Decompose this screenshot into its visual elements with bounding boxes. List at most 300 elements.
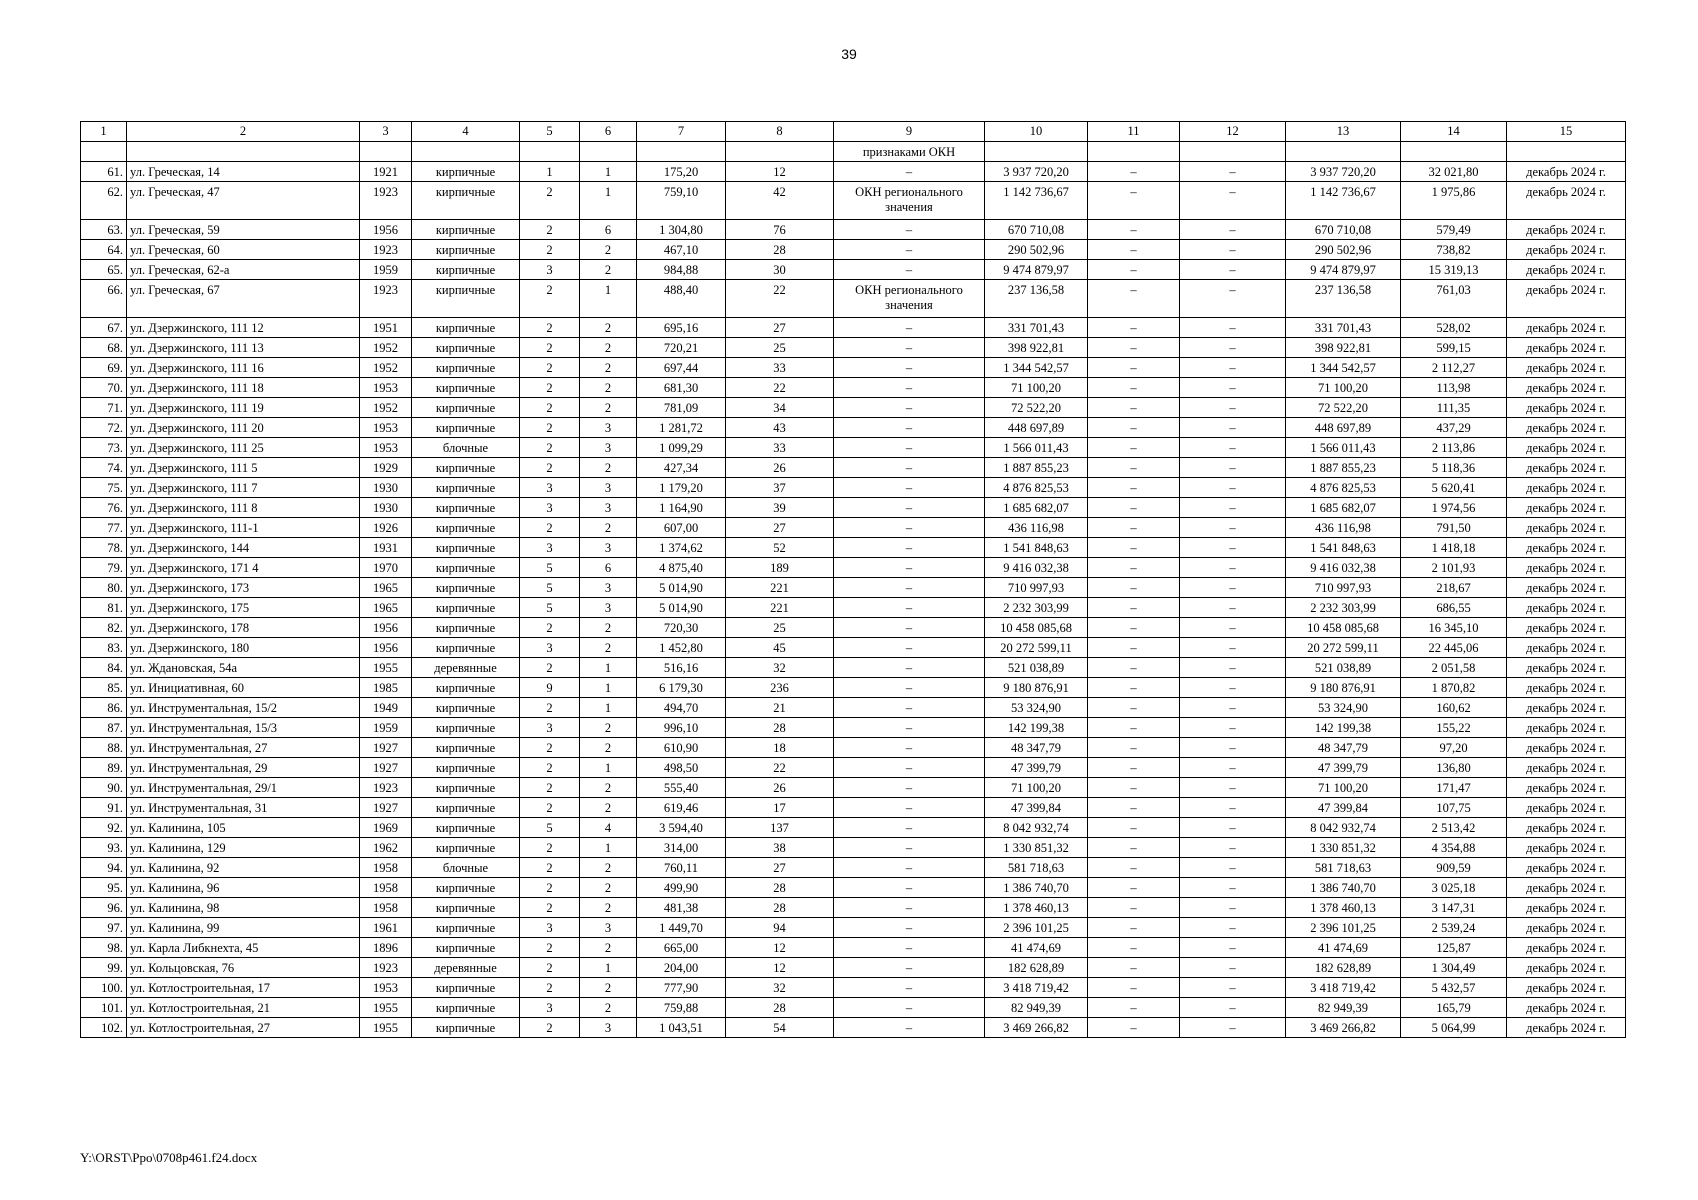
cost-col-13-cell: 71 100,20 (1286, 378, 1401, 398)
continuation-cell (360, 142, 412, 162)
col-12-cell: – (1180, 858, 1286, 878)
address-cell: ул. Греческая, 47 (127, 182, 360, 220)
residents-cell: 27 (726, 858, 834, 878)
residents-cell: 21 (726, 698, 834, 718)
column-number-13: 13 (1286, 122, 1401, 142)
heritage-status-cell: – (834, 458, 985, 478)
floors-cell: 2 (520, 738, 580, 758)
cost-col-13-cell: 20 272 599,11 (1286, 638, 1401, 658)
address-cell: ул. Калинина, 129 (127, 838, 360, 858)
cost-total-cell: 290 502,96 (985, 240, 1088, 260)
cost-col-13-cell: 2 232 303,99 (1286, 598, 1401, 618)
wall-material-cell: кирпичные (412, 638, 520, 658)
entrances-cell: 2 (580, 458, 637, 478)
wall-material-cell: кирпичные (412, 618, 520, 638)
entrances-cell: 2 (580, 878, 637, 898)
floors-cell: 3 (520, 260, 580, 280)
continuation-cell (1180, 142, 1286, 162)
year-built-cell: 1923 (360, 280, 412, 318)
residents-cell: 43 (726, 418, 834, 438)
cost-col-13-cell: 48 347,79 (1286, 738, 1401, 758)
heritage-status-cell: – (834, 398, 985, 418)
row-number-cell: 74. (81, 458, 127, 478)
floors-cell: 2 (520, 838, 580, 858)
year-built-cell: 1930 (360, 478, 412, 498)
address-cell: ул. Греческая, 67 (127, 280, 360, 318)
area-cell: 1 374,62 (637, 538, 726, 558)
residents-cell: 28 (726, 878, 834, 898)
col-11-cell: – (1088, 182, 1180, 220)
table-row (81, 1018, 1626, 1038)
residents-cell: 137 (726, 818, 834, 838)
address-cell: ул. Дзержинского, 111 16 (127, 358, 360, 378)
year-built-cell: 1965 (360, 578, 412, 598)
deadline-cell: декабрь 2024 г. (1507, 698, 1626, 718)
heritage-status-cell: – (834, 658, 985, 678)
deadline-cell: декабрь 2024 г. (1507, 220, 1626, 240)
entrances-cell: 3 (580, 478, 637, 498)
table-row (81, 458, 1626, 478)
year-built-cell: 1958 (360, 878, 412, 898)
row-number-cell: 97. (81, 918, 127, 938)
address-cell: ул. Дзержинского, 111 18 (127, 378, 360, 398)
cost-col-13-cell: 670 710,08 (1286, 220, 1401, 240)
cost-per-sqm-cell: 22 445,06 (1401, 638, 1507, 658)
floors-cell: 3 (520, 998, 580, 1018)
cost-total-cell: 448 697,89 (985, 418, 1088, 438)
entrances-cell: 2 (580, 378, 637, 398)
cost-col-13-cell: 1 330 851,32 (1286, 838, 1401, 858)
wall-material-cell: блочные (412, 438, 520, 458)
entrances-cell: 6 (580, 558, 637, 578)
residents-cell: 221 (726, 578, 834, 598)
floors-cell: 2 (520, 658, 580, 678)
year-built-cell: 1923 (360, 958, 412, 978)
year-built-cell: 1953 (360, 378, 412, 398)
col-11-cell: – (1088, 858, 1180, 878)
address-cell: ул. Дзержинского, 111 5 (127, 458, 360, 478)
heritage-status-cell: – (834, 598, 985, 618)
col-12-cell: – (1180, 618, 1286, 638)
area-cell: 494,70 (637, 698, 726, 718)
col-12-cell: – (1180, 240, 1286, 260)
wall-material-cell: кирпичные (412, 938, 520, 958)
col-12-cell: – (1180, 280, 1286, 318)
cost-total-cell: 9 474 879,97 (985, 260, 1088, 280)
year-built-cell: 1931 (360, 538, 412, 558)
cost-total-cell: 1 541 848,63 (985, 538, 1088, 558)
cost-per-sqm-cell: 579,49 (1401, 220, 1507, 240)
heritage-status-cell: – (834, 718, 985, 738)
year-built-cell: 1951 (360, 318, 412, 338)
col-11-cell: – (1088, 240, 1180, 260)
floors-cell: 5 (520, 598, 580, 618)
col-11-cell: – (1088, 838, 1180, 858)
entrances-cell: 2 (580, 518, 637, 538)
wall-material-cell: блочные (412, 858, 520, 878)
row-number-cell: 72. (81, 418, 127, 438)
table-row (81, 338, 1626, 358)
heritage-status-cell: – (834, 220, 985, 240)
cost-per-sqm-cell: 1 974,56 (1401, 498, 1507, 518)
residents-cell: 28 (726, 898, 834, 918)
address-cell: ул. Калинина, 99 (127, 918, 360, 938)
wall-material-cell: кирпичные (412, 458, 520, 478)
wall-material-cell: кирпичные (412, 978, 520, 998)
address-cell: ул. Дзержинского, 111 25 (127, 438, 360, 458)
heritage-status-cell: – (834, 678, 985, 698)
cost-total-cell: 1 330 851,32 (985, 838, 1088, 858)
cost-per-sqm-cell: 791,50 (1401, 518, 1507, 538)
year-built-cell: 1958 (360, 898, 412, 918)
continuation-cell (127, 142, 360, 162)
col-11-cell: – (1088, 878, 1180, 898)
col-12-cell: – (1180, 658, 1286, 678)
column-number-10: 10 (985, 122, 1088, 142)
table-row (81, 818, 1626, 838)
area-cell: 481,38 (637, 898, 726, 918)
table-row (81, 518, 1626, 538)
wall-material-cell: кирпичные (412, 578, 520, 598)
row-number-cell: 90. (81, 778, 127, 798)
floors-cell: 2 (520, 318, 580, 338)
deadline-cell: декабрь 2024 г. (1507, 418, 1626, 438)
entrances-cell: 3 (580, 538, 637, 558)
residents-cell: 54 (726, 1018, 834, 1038)
wall-material-cell: кирпичные (412, 418, 520, 438)
col-12-cell: – (1180, 518, 1286, 538)
address-cell: ул. Инструментальная, 29 (127, 758, 360, 778)
col-11-cell: – (1088, 1018, 1180, 1038)
residents-cell: 33 (726, 358, 834, 378)
col-12-cell: – (1180, 738, 1286, 758)
residents-cell: 28 (726, 998, 834, 1018)
col-12-cell: – (1180, 678, 1286, 698)
floors-cell: 2 (520, 240, 580, 260)
heritage-status-cell: – (834, 438, 985, 458)
cost-total-cell: 237 136,58 (985, 280, 1088, 318)
col-12-cell: – (1180, 898, 1286, 918)
wall-material-cell: кирпичные (412, 318, 520, 338)
row-number-cell: 69. (81, 358, 127, 378)
continuation-row (81, 142, 1626, 162)
cost-per-sqm-cell: 15 319,13 (1401, 260, 1507, 280)
cost-per-sqm-cell: 97,20 (1401, 738, 1507, 758)
residents-cell: 17 (726, 798, 834, 818)
row-number-cell: 85. (81, 678, 127, 698)
heritage-status-cell: – (834, 758, 985, 778)
col-11-cell: – (1088, 318, 1180, 338)
table-row (81, 578, 1626, 598)
cost-per-sqm-cell: 155,22 (1401, 718, 1507, 738)
col-11-cell: – (1088, 698, 1180, 718)
year-built-cell: 1923 (360, 240, 412, 260)
cost-col-13-cell: 448 697,89 (1286, 418, 1401, 438)
year-built-cell: 1927 (360, 758, 412, 778)
cost-col-13-cell: 53 324,90 (1286, 698, 1401, 718)
deadline-cell: декабрь 2024 г. (1507, 958, 1626, 978)
area-cell: 4 875,40 (637, 558, 726, 578)
col-12-cell: – (1180, 498, 1286, 518)
entrances-cell: 2 (580, 398, 637, 418)
address-cell: ул. Дзержинского, 171 4 (127, 558, 360, 578)
area-cell: 488,40 (637, 280, 726, 318)
entrances-cell: 2 (580, 978, 637, 998)
floors-cell: 2 (520, 358, 580, 378)
entrances-cell: 6 (580, 220, 637, 240)
cost-total-cell: 182 628,89 (985, 958, 1088, 978)
wall-material-cell: кирпичные (412, 878, 520, 898)
entrances-cell: 3 (580, 498, 637, 518)
address-cell: ул. Дзержинского, 111 20 (127, 418, 360, 438)
cost-total-cell: 8 042 932,74 (985, 818, 1088, 838)
col-12-cell: – (1180, 998, 1286, 1018)
column-number-1: 1 (81, 122, 127, 142)
col-11-cell: – (1088, 658, 1180, 678)
entrances-cell: 2 (580, 858, 637, 878)
cost-col-13-cell: 1 541 848,63 (1286, 538, 1401, 558)
residents-cell: 18 (726, 738, 834, 758)
floors-cell: 3 (520, 478, 580, 498)
wall-material-cell: кирпичные (412, 738, 520, 758)
cost-total-cell: 1 685 682,07 (985, 498, 1088, 518)
wall-material-cell: кирпичные (412, 538, 520, 558)
cost-col-13-cell: 1 344 542,57 (1286, 358, 1401, 378)
year-built-cell: 1959 (360, 718, 412, 738)
year-built-cell: 1969 (360, 818, 412, 838)
area-cell: 498,50 (637, 758, 726, 778)
cost-total-cell: 1 142 736,67 (985, 182, 1088, 220)
area-cell: 175,20 (637, 162, 726, 182)
cost-col-13-cell: 4 876 825,53 (1286, 478, 1401, 498)
floors-cell: 5 (520, 578, 580, 598)
address-cell: ул. Калинина, 92 (127, 858, 360, 878)
col-12-cell: – (1180, 318, 1286, 338)
year-built-cell: 1921 (360, 162, 412, 182)
residents-cell: 22 (726, 378, 834, 398)
heritage-status-cell: ОКН регионального значения (834, 182, 985, 220)
row-number-cell: 82. (81, 618, 127, 638)
deadline-cell: декабрь 2024 г. (1507, 898, 1626, 918)
cost-per-sqm-cell: 738,82 (1401, 240, 1507, 260)
wall-material-cell: кирпичные (412, 1018, 520, 1038)
cost-per-sqm-cell: 5 620,41 (1401, 478, 1507, 498)
cost-total-cell: 10 458 085,68 (985, 618, 1088, 638)
area-cell: 697,44 (637, 358, 726, 378)
cost-col-13-cell: 9 180 876,91 (1286, 678, 1401, 698)
table-row (81, 398, 1626, 418)
continuation-cell (412, 142, 520, 162)
table-row (81, 938, 1626, 958)
row-number-cell: 79. (81, 558, 127, 578)
cost-col-13-cell: 47 399,79 (1286, 758, 1401, 778)
entrances-cell: 3 (580, 438, 637, 458)
wall-material-cell: кирпичные (412, 678, 520, 698)
cost-col-13-cell: 1 887 855,23 (1286, 458, 1401, 478)
wall-material-cell: кирпичные (412, 698, 520, 718)
column-number-14: 14 (1401, 122, 1507, 142)
cost-per-sqm-cell: 32 021,80 (1401, 162, 1507, 182)
cost-per-sqm-cell: 125,87 (1401, 938, 1507, 958)
entrances-cell: 2 (580, 240, 637, 260)
col-12-cell: – (1180, 578, 1286, 598)
cost-per-sqm-cell: 2 112,27 (1401, 358, 1507, 378)
residents-cell: 38 (726, 838, 834, 858)
col-12-cell: – (1180, 798, 1286, 818)
col-11-cell: – (1088, 758, 1180, 778)
deadline-cell: декабрь 2024 г. (1507, 478, 1626, 498)
residents-cell: 34 (726, 398, 834, 418)
year-built-cell: 1927 (360, 738, 412, 758)
entrances-cell: 1 (580, 658, 637, 678)
heritage-status-cell: – (834, 878, 985, 898)
area-cell: 720,21 (637, 338, 726, 358)
residents-cell: 22 (726, 758, 834, 778)
cost-total-cell: 72 522,20 (985, 398, 1088, 418)
entrances-cell: 1 (580, 280, 637, 318)
deadline-cell: декабрь 2024 г. (1507, 718, 1626, 738)
cost-col-13-cell: 1 386 740,70 (1286, 878, 1401, 898)
area-cell: 1 179,20 (637, 478, 726, 498)
col-11-cell: – (1088, 498, 1180, 518)
address-cell: ул. Инструментальная, 15/3 (127, 718, 360, 738)
col-11-cell: – (1088, 538, 1180, 558)
heritage-status-cell: – (834, 818, 985, 838)
year-built-cell: 1952 (360, 358, 412, 378)
entrances-cell: 1 (580, 838, 637, 858)
deadline-cell: декабрь 2024 г. (1507, 358, 1626, 378)
entrances-cell: 1 (580, 758, 637, 778)
address-cell: ул. Греческая, 62-а (127, 260, 360, 280)
address-cell: ул. Инструментальная, 29/1 (127, 778, 360, 798)
wall-material-cell: кирпичные (412, 558, 520, 578)
deadline-cell: декабрь 2024 г. (1507, 182, 1626, 220)
deadline-cell: декабрь 2024 г. (1507, 578, 1626, 598)
deadline-cell: декабрь 2024 г. (1507, 918, 1626, 938)
cost-total-cell: 71 100,20 (985, 378, 1088, 398)
floors-cell: 9 (520, 678, 580, 698)
area-cell: 777,90 (637, 978, 726, 998)
floors-cell: 2 (520, 438, 580, 458)
deadline-cell: декабрь 2024 г. (1507, 738, 1626, 758)
residents-cell: 27 (726, 518, 834, 538)
area-cell: 1 099,29 (637, 438, 726, 458)
year-built-cell: 1949 (360, 698, 412, 718)
col-12-cell: – (1180, 758, 1286, 778)
col-12-cell: – (1180, 1018, 1286, 1038)
entrances-cell: 2 (580, 898, 637, 918)
wall-material-cell: кирпичные (412, 240, 520, 260)
floors-cell: 2 (520, 618, 580, 638)
year-built-cell: 1956 (360, 618, 412, 638)
year-built-cell: 1965 (360, 598, 412, 618)
deadline-cell: декабрь 2024 г. (1507, 518, 1626, 538)
address-cell: ул. Калинина, 96 (127, 878, 360, 898)
heritage-status-cell: – (834, 162, 985, 182)
cost-total-cell: 9 416 032,38 (985, 558, 1088, 578)
residents-cell: 25 (726, 338, 834, 358)
deadline-cell: декабрь 2024 г. (1507, 858, 1626, 878)
entrances-cell: 2 (580, 718, 637, 738)
page-number: 39 (841, 46, 857, 62)
row-number-cell: 87. (81, 718, 127, 738)
cost-per-sqm-cell: 686,55 (1401, 598, 1507, 618)
year-built-cell: 1953 (360, 438, 412, 458)
column-numbers-row (81, 122, 1626, 142)
row-number-cell: 61. (81, 162, 127, 182)
col-12-cell: – (1180, 918, 1286, 938)
heritage-status-cell: – (834, 518, 985, 538)
table-row (81, 438, 1626, 458)
residents-cell: 94 (726, 918, 834, 938)
cost-per-sqm-cell: 528,02 (1401, 318, 1507, 338)
address-cell: ул. Карла Либкнехта, 45 (127, 938, 360, 958)
year-built-cell: 1923 (360, 182, 412, 220)
wall-material-cell: кирпичные (412, 898, 520, 918)
year-built-cell: 1970 (360, 558, 412, 578)
row-number-cell: 71. (81, 398, 127, 418)
residents-cell: 33 (726, 438, 834, 458)
column-number-8: 8 (726, 122, 834, 142)
deadline-cell: декабрь 2024 г. (1507, 260, 1626, 280)
floors-cell: 2 (520, 418, 580, 438)
col-11-cell: – (1088, 938, 1180, 958)
residents-cell: 30 (726, 260, 834, 280)
row-number-cell: 95. (81, 878, 127, 898)
row-number-cell: 67. (81, 318, 127, 338)
floors-cell: 2 (520, 518, 580, 538)
entrances-cell: 2 (580, 318, 637, 338)
cost-col-13-cell: 3 937 720,20 (1286, 162, 1401, 182)
cost-per-sqm-cell: 160,62 (1401, 698, 1507, 718)
continuation-cell (1507, 142, 1626, 162)
cost-col-13-cell: 82 949,39 (1286, 998, 1401, 1018)
cost-total-cell: 398 922,81 (985, 338, 1088, 358)
deadline-cell: декабрь 2024 г. (1507, 638, 1626, 658)
heritage-status-cell: – (834, 558, 985, 578)
col-11-cell: – (1088, 898, 1180, 918)
cost-total-cell: 436 116,98 (985, 518, 1088, 538)
table-row (81, 958, 1626, 978)
cost-total-cell: 1 887 855,23 (985, 458, 1088, 478)
cost-col-13-cell: 3 418 719,42 (1286, 978, 1401, 998)
cost-col-13-cell: 182 628,89 (1286, 958, 1401, 978)
year-built-cell: 1958 (360, 858, 412, 878)
cost-per-sqm-cell: 599,15 (1401, 338, 1507, 358)
column-number-15: 15 (1507, 122, 1626, 142)
table-row (81, 240, 1626, 260)
table-row (81, 558, 1626, 578)
table-row (81, 220, 1626, 240)
col-12-cell: – (1180, 338, 1286, 358)
row-number-cell: 100. (81, 978, 127, 998)
col-12-cell: – (1180, 438, 1286, 458)
heritage-status-cell: – (834, 378, 985, 398)
deadline-cell: декабрь 2024 г. (1507, 618, 1626, 638)
cost-total-cell: 2 232 303,99 (985, 598, 1088, 618)
col-12-cell: – (1180, 358, 1286, 378)
cost-per-sqm-cell: 1 304,49 (1401, 958, 1507, 978)
row-number-cell: 83. (81, 638, 127, 658)
cost-per-sqm-cell: 761,03 (1401, 280, 1507, 318)
floors-cell: 2 (520, 220, 580, 240)
residents-cell: 52 (726, 538, 834, 558)
row-number-cell: 101. (81, 998, 127, 1018)
row-number-cell: 77. (81, 518, 127, 538)
cost-col-13-cell: 290 502,96 (1286, 240, 1401, 260)
year-built-cell: 1953 (360, 978, 412, 998)
deadline-cell: декабрь 2024 г. (1507, 838, 1626, 858)
